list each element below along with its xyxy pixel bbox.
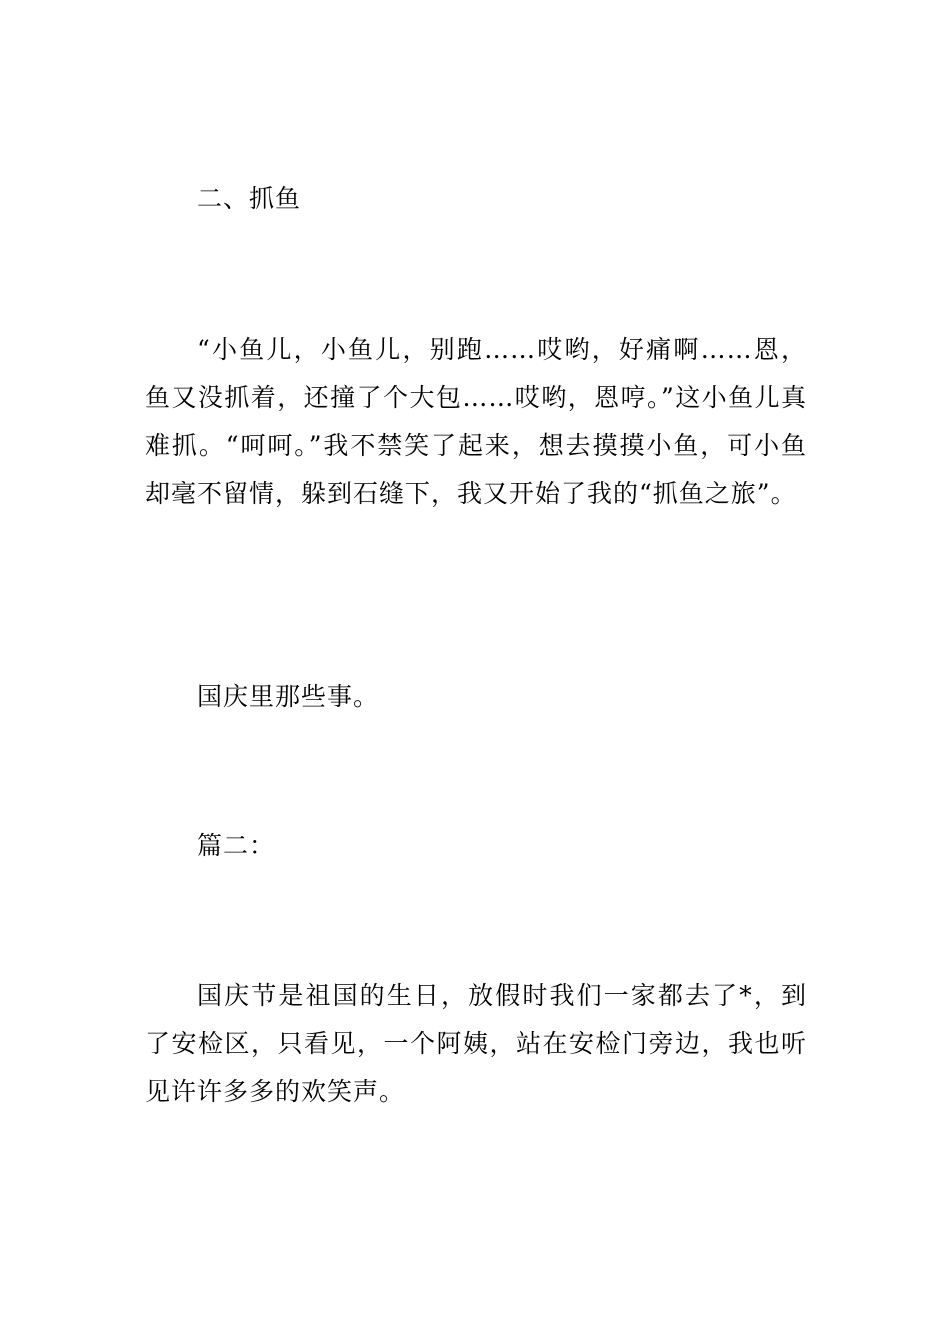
- section-heading: 二、抓鱼: [197, 184, 302, 213]
- chapter-heading: 篇二：: [197, 831, 276, 860]
- story-paragraph: “小鱼儿，小鱼儿，别跑……哎哟，好痛啊……恩，鱼又没抓着，还撞了个大包……哎哟，恩哼。”这小鱼儿真难抓。“呵呵。”我不禁笑了起来，想去摸摸小鱼，可小鱼却毫不留情，躲到石缝下，我又开始了我的“抓鱼之旅”。: [145, 335, 807, 508]
- closing-line: 国庆里那些事。: [197, 682, 380, 711]
- story-paragraph: 国庆节是祖国的生日，放假时我们一家都去了*，到了安检区，只看见，一个阿姨，站在安检门旁边，我也听见许许多多的欢笑声。: [145, 981, 807, 1106]
